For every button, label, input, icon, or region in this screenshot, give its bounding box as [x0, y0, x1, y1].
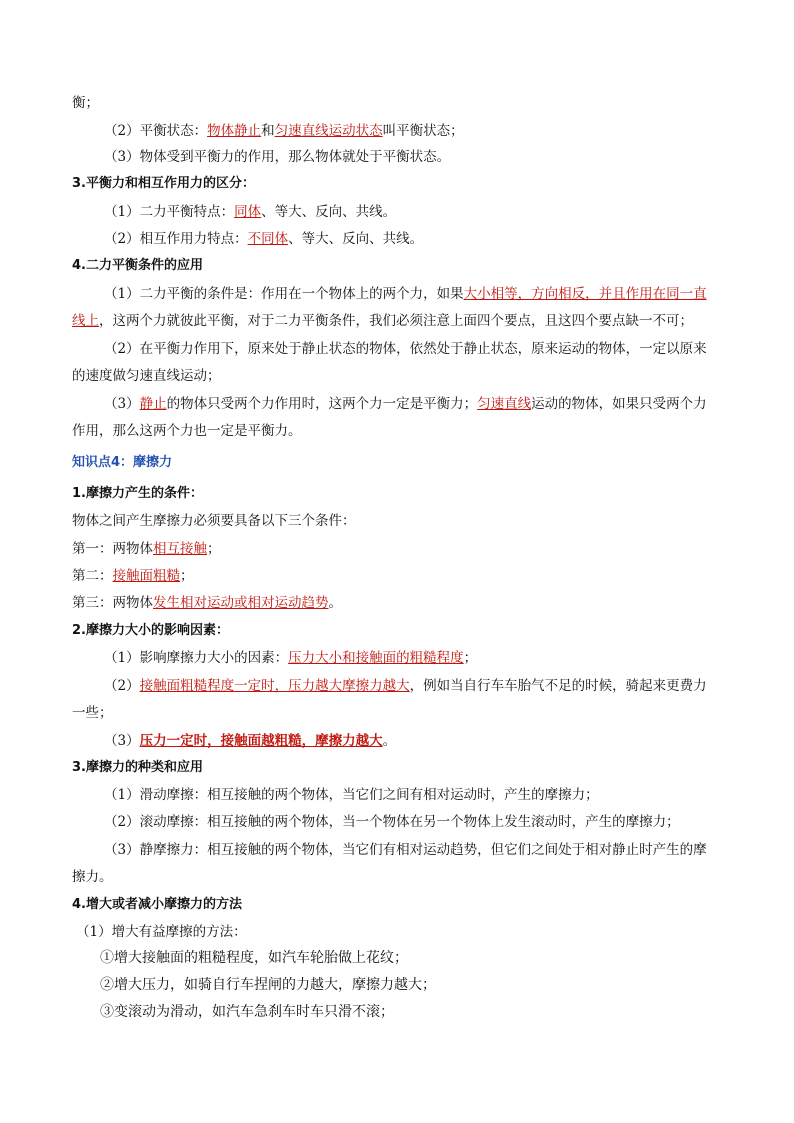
subheading	[72, 484, 724, 504]
text: 、等大、反向、共线。	[288, 231, 424, 247]
text: 衡；	[72, 95, 99, 111]
text: 擦力。	[72, 869, 113, 885]
subheading	[72, 256, 724, 276]
text: （1）影响摩擦力大小的因素：	[104, 650, 289, 666]
text-line	[104, 648, 724, 668]
text: （3）	[104, 733, 140, 749]
text-line	[104, 339, 724, 359]
text: 叫平衡状态；	[382, 123, 464, 139]
text: （1）二力平衡特点：	[104, 204, 235, 220]
text-line	[72, 867, 724, 887]
text: 一些；	[72, 705, 113, 721]
highlight-text: 匀速直线运动状态	[274, 123, 383, 139]
text: 、等大、反向、共线。	[261, 204, 397, 220]
text: 第一：两物体	[72, 541, 153, 557]
text: 和	[261, 123, 275, 139]
subheading	[72, 174, 724, 194]
text-line	[104, 812, 724, 832]
section-heading-text: 知识点4：摩擦力	[72, 455, 173, 470]
text-line	[72, 93, 724, 113]
text: （3）	[104, 396, 140, 412]
highlight-text: 物体静止	[207, 123, 262, 139]
text: ②增大压力，如骑自行车捏闸的力越大，摩擦力越大；	[100, 977, 436, 993]
highlight-text: 静止	[139, 396, 167, 412]
text: ；	[463, 650, 478, 666]
subheading-text: 2.摩擦力大小的影响因素：	[72, 623, 229, 638]
text-line	[104, 394, 724, 414]
text: （2）相互作用力特点：	[104, 231, 248, 247]
text: 第三：两物体	[72, 595, 153, 611]
highlight-text: 线上	[72, 313, 99, 329]
text: （1）增大有益摩擦的方法：	[76, 924, 247, 940]
text-line	[104, 676, 724, 696]
highlight-text: 接触面粗糙	[112, 568, 180, 584]
subheading	[72, 758, 724, 778]
highlight-text: 同体	[234, 204, 262, 220]
subheading-text: 4.二力平衡条件的应用	[72, 258, 203, 273]
text-line	[100, 948, 724, 968]
text-line	[100, 1002, 724, 1022]
text: 运动的物体，如果只受两个力	[531, 396, 707, 412]
text: 。	[328, 595, 342, 611]
text: （3）静摩擦力：相互接触的两个物体，当它们有相对运动趋势，但它们之间处于相对静止时产生的摩	[104, 842, 707, 858]
text: 第二：	[72, 568, 113, 584]
text: （3）物体受到平衡力的作用，那么物体就处于平衡状态。	[104, 149, 451, 165]
text: （2）平衡状态：	[104, 123, 208, 139]
highlight-text: 不同体	[247, 231, 289, 247]
subheading	[72, 621, 724, 641]
text: （2）在平衡力作用下，原来处于静止状态的物体，依然处于静止状态，原来运动的物体，一定以原来	[104, 341, 707, 357]
highlight-text: 发生相对运动或相对运动趋势	[153, 595, 329, 611]
highlight-text: 接触面粗糙程度一定时，压力越大摩擦力越大	[139, 678, 410, 694]
text-line	[104, 284, 724, 304]
text: （2）	[104, 678, 140, 694]
text: （1）二力平衡的条件是：作用在一个物体上的两个力，如果	[104, 286, 464, 302]
text: 的速度做匀速直线运动；	[72, 368, 221, 384]
text: ③变滚动为滑动，如汽车急刹车时车只滑不滚；	[100, 1004, 394, 1020]
text-line	[104, 202, 724, 222]
subheading	[72, 895, 724, 915]
text-line	[72, 366, 724, 386]
highlight-text: 压力大小和接触面的粗糙程度	[288, 650, 464, 666]
text-line	[72, 566, 724, 586]
text: （1）滑动摩擦：相互接触的两个物体，当它们之间有相对运动时，产生的摩擦力；	[104, 787, 599, 803]
text: 作用，那么这两个力也一定是平衡力。	[72, 423, 302, 439]
text-line	[100, 975, 724, 995]
text: ，例如当自行车车胎气不足的时候，骑起来更费力	[409, 678, 707, 694]
text-line	[104, 121, 724, 141]
text-line	[72, 421, 724, 441]
subheading-text: 1.摩擦力产生的条件：	[72, 486, 203, 501]
text-line	[104, 147, 724, 167]
text-line	[104, 785, 724, 805]
text-line	[104, 840, 724, 860]
text: 。	[382, 733, 397, 749]
text: ①增大接触面的粗糙程度，如汽车轮胎做上花纹；	[100, 950, 408, 966]
text-line	[104, 731, 724, 751]
text-line	[76, 922, 724, 942]
highlight-text: 大小相等，方向相反，并且作用在同一直	[463, 286, 707, 302]
text: ；	[180, 568, 194, 584]
text: 物体之间产生摩擦力必须要具备以下三个条件：	[72, 513, 356, 529]
text-line	[72, 311, 724, 331]
text: （2）滚动摩擦：相互接触的两个物体，当一个物体在另一个物体上发生滚动时，产生的摩擦力；	[104, 814, 680, 830]
highlight-text: 压力一定时，接触面越粗糙，摩擦力越大	[139, 733, 383, 749]
text: 的物体只受两个力作用时，这两个力一定是平衡力；	[166, 396, 478, 412]
highlight-text: 相互接触	[153, 541, 207, 557]
text: ；	[207, 541, 221, 557]
highlight-text: 匀速直线	[477, 396, 532, 412]
subheading-text: 4.增大或者减小摩擦力的方法	[72, 897, 242, 912]
text-line	[72, 511, 724, 531]
subheading-text: 3.摩擦力的种类和应用	[72, 760, 203, 775]
text-line	[72, 593, 724, 613]
text-line	[72, 703, 724, 723]
text-line	[104, 229, 724, 249]
section-heading	[72, 453, 724, 473]
text-line	[72, 539, 724, 559]
subheading-text: 3.平衡力和相互作用力的区分：	[72, 176, 255, 191]
text: ，这两个力就彼此平衡，对于二力平衡条件，我们必须注意上面四个要点，且这四个要点缺一不可；	[99, 313, 693, 329]
